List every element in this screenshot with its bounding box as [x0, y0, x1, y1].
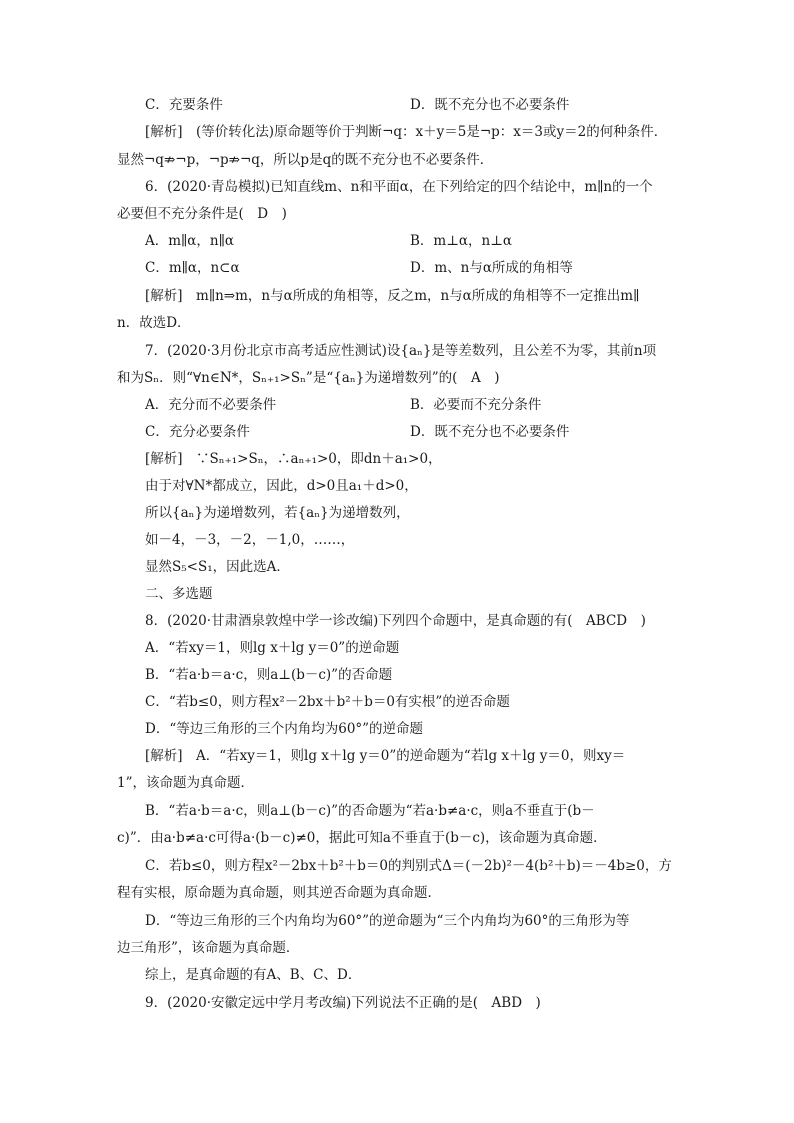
q8-analysis-line: C．若b≤0，则方程x²－2bx＋b²＋b＝0的判别式Δ＝(－2b)²－4(b²＋b)＝－4b≥0，方: [145, 858, 672, 874]
q8-analysis-line: c)”．由a·b≠a·c可得a·(b－c)≠0，据此可知a不垂直于(b－c)，该命题为真命题．: [117, 830, 607, 846]
q6-stem: 必要但不充分条件是( D ): [117, 206, 287, 222]
q8-option: C．“若b≤0，则方程x²－2bx＋b²＋b＝0有实根”的逆否命题: [145, 694, 510, 710]
q7-stem: 7．(2020·3月份北京市高考适应性测试)设{aₙ}是等差数列，且公差不为零，其前n项: [145, 343, 657, 359]
q8-stem: 8．(2020·甘肃酒泉敦煌中学一诊改编)下列四个命题中，是真命题的有( ABCD ): [145, 613, 646, 629]
section-heading: 二、多选题: [145, 586, 213, 602]
q8-option: A．“若xy＝1，则lg x＋lg y＝0”的逆命题: [145, 640, 400, 656]
q7-analysis-line: [解析] ∵Sₙ₊₁>Sₙ，∴aₙ₊₁>0，即dn＋a₁>0，: [145, 451, 442, 467]
q7-option-d: D．既不充分也不必要条件: [410, 424, 570, 440]
q7-analysis-line: 如－4，－3，－2，－1,0，……，: [145, 532, 355, 548]
q7-stem: 和为Sₙ．则“∀n∈N*，Sₙ₊₁>Sₙ”是“{aₙ}为递增数列”的( A ): [117, 370, 500, 386]
q6-analysis-line: n．故选D．: [117, 315, 191, 331]
q6-option-d: D．m、n与α所成的角相等: [410, 260, 573, 276]
q9-stem: 9．(2020·安徽定远中学月考改编)下列说法不正确的是( ABD ): [145, 995, 541, 1011]
q7-option-a: A．充分而不必要条件: [145, 397, 277, 413]
q7-analysis-line: 所以{aₙ}为递增数列，若{aₙ}为递增数列，: [145, 505, 410, 521]
q6-option-b: B．m⊥α，n⊥α: [410, 233, 513, 249]
q6-stem: 6．(2020·青岛模拟)已知直线m、n和平面α，在下列给定的四个结论中，m∥n的一个: [145, 179, 653, 195]
q8-analysis-line: 程有实根，原命题为真命题，则其逆否命题为真命题．: [117, 885, 441, 901]
q8-option: B．“若a·b＝a·c，则a⊥(b－c)”的否命题: [145, 667, 393, 683]
q8-option: D．“等边三角形的三个内角均为60°”的逆命题: [145, 721, 424, 737]
q8-analysis-line: [解析] A．“若xy＝1，则lg x＋lg y＝0”的逆命题为“若lg x＋lg y＝0，则xy＝: [145, 748, 626, 764]
q5-option-c: C．充要条件: [145, 97, 223, 113]
q7-analysis-line: 由于对∀N*都成立，因此，d>0且a₁＋d>0，: [145, 478, 418, 494]
q8-analysis-line: D．“等边三角形的三个内角均为60°”的逆命题为“三个内角均为60°的三角形为等: [145, 913, 630, 929]
q5-option-d: D．既不充分也不必要条件: [410, 97, 570, 113]
q5-analysis-line: [解析] (等价转化法)原命题等价于判断¬q：x＋y＝5是¬p：x＝3或y＝2的何种条件．: [145, 124, 668, 140]
q5-analysis-line: 显然¬q⇏¬p，¬p⇏¬q，所以p是q的既不充分也不必要条件．: [117, 152, 494, 168]
q7-option-b: B．必要而不充分条件: [410, 397, 542, 413]
q6-option-a: A．m∥α，n∥α: [145, 233, 234, 249]
q7-analysis-line: 显然S₅<S₁，因此选A．: [145, 559, 290, 575]
q8-analysis-line: 综上，是真命题的有A、B、C、D．: [145, 967, 362, 983]
q8-analysis-line: 1”，该命题为真命题．: [117, 775, 254, 791]
q8-analysis-line: 边三角形”，该命题为真命题．: [117, 940, 300, 956]
q8-analysis-line: B．“若a·b＝a·c，则a⊥(b－c)”的否命题为“若a·b≠a·c，则a不垂直于(b－: [145, 803, 595, 819]
q6-analysis-line: [解析] m∥n⇒m，n与α所成的角相等，反之m，n与α所成的角相等不一定推出m∥: [145, 288, 640, 304]
q6-option-c: C．m∥α，n⊂α: [145, 260, 240, 276]
q7-option-c: C．充分必要条件: [145, 424, 250, 440]
